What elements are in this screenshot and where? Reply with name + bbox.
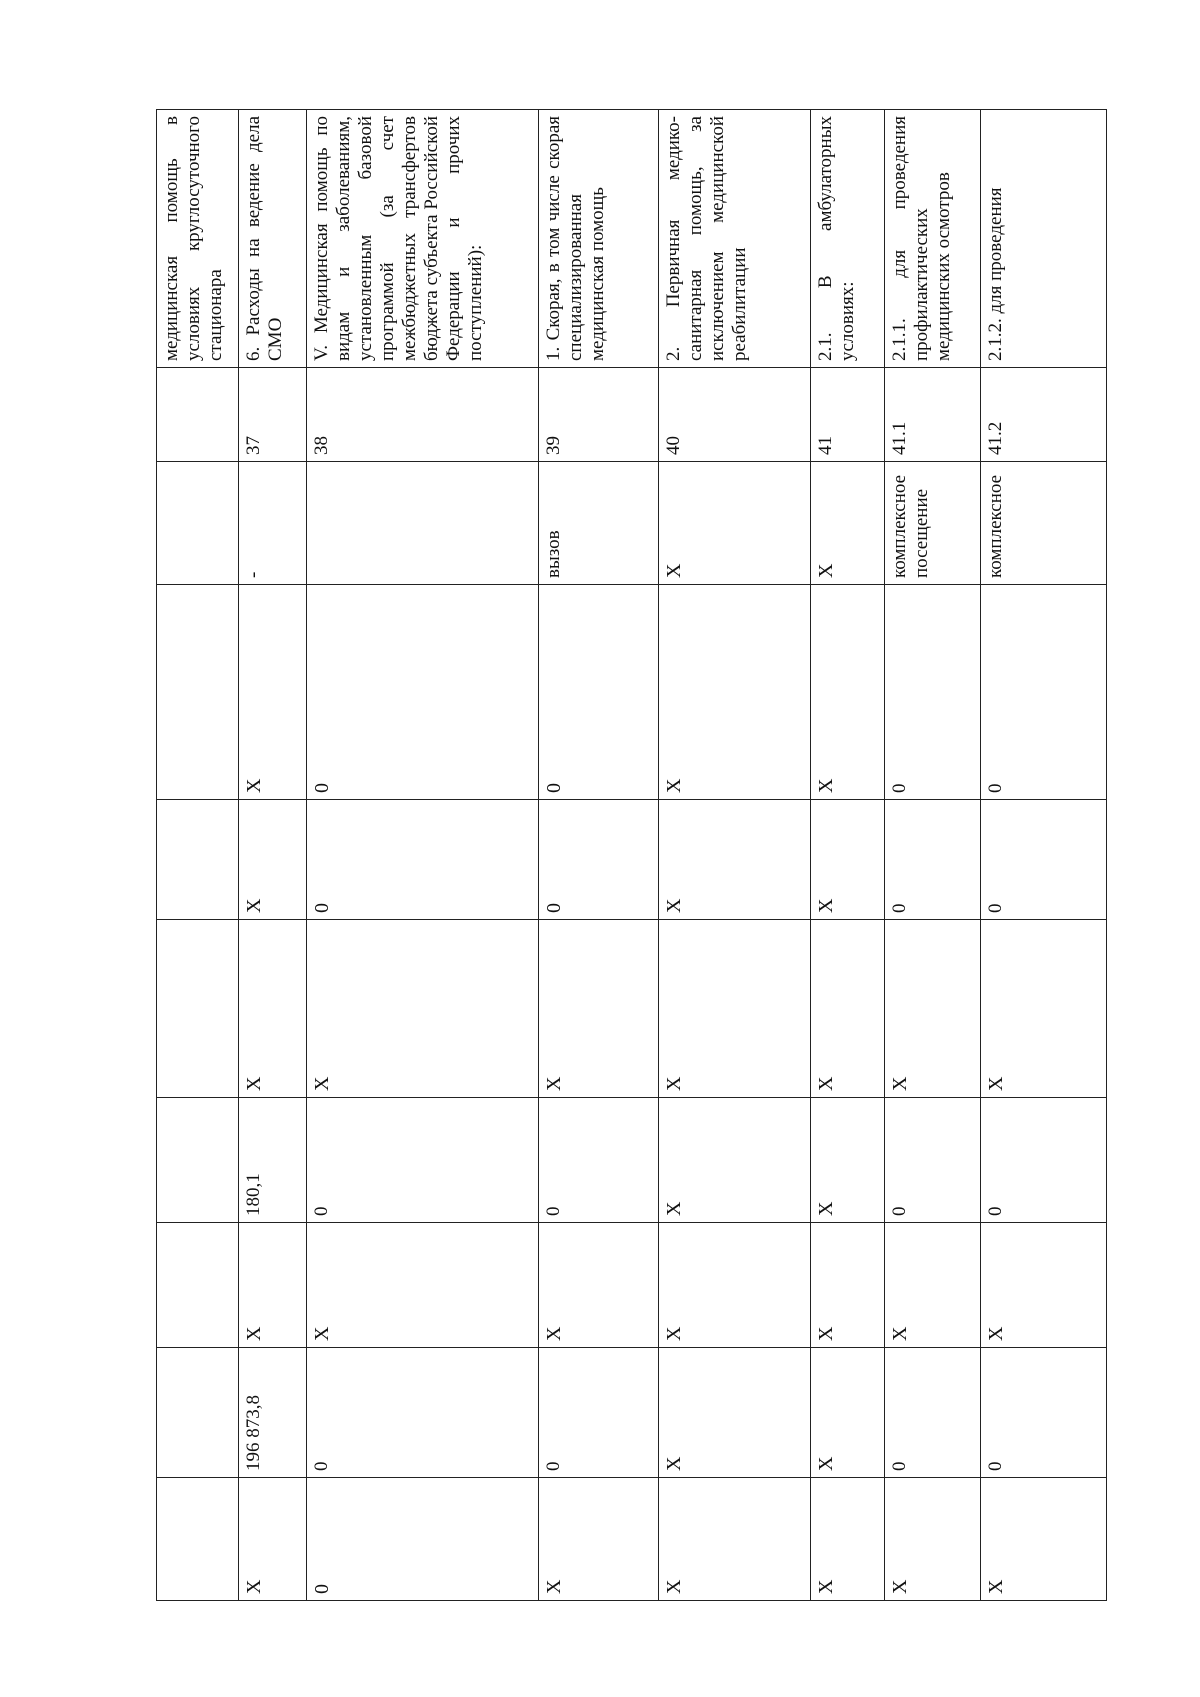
cell-c8: X (239, 1223, 307, 1348)
cell-unit: вызов (539, 462, 659, 585)
cell-c8: X (659, 1223, 811, 1348)
cell-c9: 0 (539, 1348, 659, 1478)
cell-c8: X (539, 1223, 659, 1348)
cell-c6: X (811, 920, 885, 1098)
table-row (811, 110, 885, 1601)
cell-c10: X (539, 1478, 659, 1601)
table-row (157, 110, 239, 1601)
cell-num: 39 (539, 368, 659, 462)
cell-c5: X (659, 800, 811, 920)
cell-unit: X (811, 462, 885, 585)
cell-c4: X (659, 585, 811, 800)
cell-unit: X (659, 462, 811, 585)
cell-c6: X (239, 920, 307, 1098)
cell-name: 2. Первичная медико-санитарная помощь, за исключением медицинской реабилитации (659, 110, 811, 368)
cell-c8: X (885, 1223, 981, 1348)
table-row (539, 110, 659, 1601)
cell-c9 (157, 1348, 239, 1478)
cell-c6: X (981, 920, 1107, 1098)
cell-unit: комплексное (981, 462, 1107, 585)
cell-c7: 0 (539, 1098, 659, 1223)
cell-name: 2.1.1. для проведения профилактических медицинских осмотров (885, 110, 981, 368)
table-row (659, 110, 811, 1601)
cell-c5 (157, 800, 239, 920)
cell-c5: 0 (885, 800, 981, 920)
cell-c10 (157, 1478, 239, 1601)
cell-c4 (157, 585, 239, 800)
cell-name: V. Медицинская помощь по видам и заболеваниям, установленным базовой программой (за счет межбюджетных трансфертов бюджета субъекта Российской Федерации и прочих поступлений): (307, 110, 539, 368)
cell-c10: X (885, 1478, 981, 1601)
cell-c10: X (811, 1478, 885, 1601)
cell-c9: 196 873,8 (239, 1348, 307, 1478)
table-row (239, 110, 307, 1601)
cell-c8: X (307, 1223, 539, 1348)
cell-c7: 0 (885, 1098, 981, 1223)
cell-c9: 0 (981, 1348, 1107, 1478)
cell-c8: X (811, 1223, 885, 1348)
cell-c7: X (659, 1098, 811, 1223)
cell-c7: X (811, 1098, 885, 1223)
cell-c9: 0 (885, 1348, 981, 1478)
cell-c4: 0 (307, 585, 539, 800)
cell-c10: X (239, 1478, 307, 1601)
cell-unit (157, 462, 239, 585)
rotated-page (156, 110, 1106, 1601)
cell-c6: X (307, 920, 539, 1098)
cell-c6 (157, 920, 239, 1098)
budget-table (156, 109, 1107, 1601)
cell-c10: X (981, 1478, 1107, 1601)
cell-c9: 0 (307, 1348, 539, 1478)
cell-num (157, 368, 239, 462)
cell-num: 38 (307, 368, 539, 462)
cell-c7: 0 (981, 1098, 1107, 1223)
cell-name: 1. Скорая, в том числе скорая специализированная медицинская помощь (539, 110, 659, 368)
cell-c7 (157, 1098, 239, 1223)
cell-c8: X (981, 1223, 1107, 1348)
cell-c5: 0 (539, 800, 659, 920)
cell-c10: 0 (307, 1478, 539, 1601)
cell-num: 37 (239, 368, 307, 462)
table-row (981, 110, 1107, 1601)
cell-num: 41.2 (981, 368, 1107, 462)
cell-c4: 0 (981, 585, 1107, 800)
cell-c7: 180,1 (239, 1098, 307, 1223)
cell-unit: - (239, 462, 307, 585)
cell-name: 2.1. В амбулаторных условиях: (811, 110, 885, 368)
cell-name: медицинская помощь в условиях круглосуточного стационара (157, 110, 239, 368)
cell-unit: комплексное посещение (885, 462, 981, 585)
cell-c7: 0 (307, 1098, 539, 1223)
cell-c4: X (811, 585, 885, 800)
table-row (307, 110, 539, 1601)
cell-num: 40 (659, 368, 811, 462)
cell-name: 2.1.2. для проведения (981, 110, 1107, 368)
cell-c8 (157, 1223, 239, 1348)
cell-c5: X (239, 800, 307, 920)
cell-c6: X (659, 920, 811, 1098)
cell-c6: X (539, 920, 659, 1098)
cell-c5: X (811, 800, 885, 920)
cell-c5: 0 (981, 800, 1107, 920)
cell-num: 41.1 (885, 368, 981, 462)
cell-name: 6. Расходы на ведение дела СМО (239, 110, 307, 368)
cell-c4: 0 (885, 585, 981, 800)
cell-c10: X (659, 1478, 811, 1601)
cell-c4: X (239, 585, 307, 800)
cell-c9: X (811, 1348, 885, 1478)
table-row (885, 110, 981, 1601)
cell-c6: X (885, 920, 981, 1098)
cell-num: 41 (811, 368, 885, 462)
cell-c5: 0 (307, 800, 539, 920)
cell-c9: X (659, 1348, 811, 1478)
cell-c4: 0 (539, 585, 659, 800)
cell-unit (307, 462, 539, 585)
